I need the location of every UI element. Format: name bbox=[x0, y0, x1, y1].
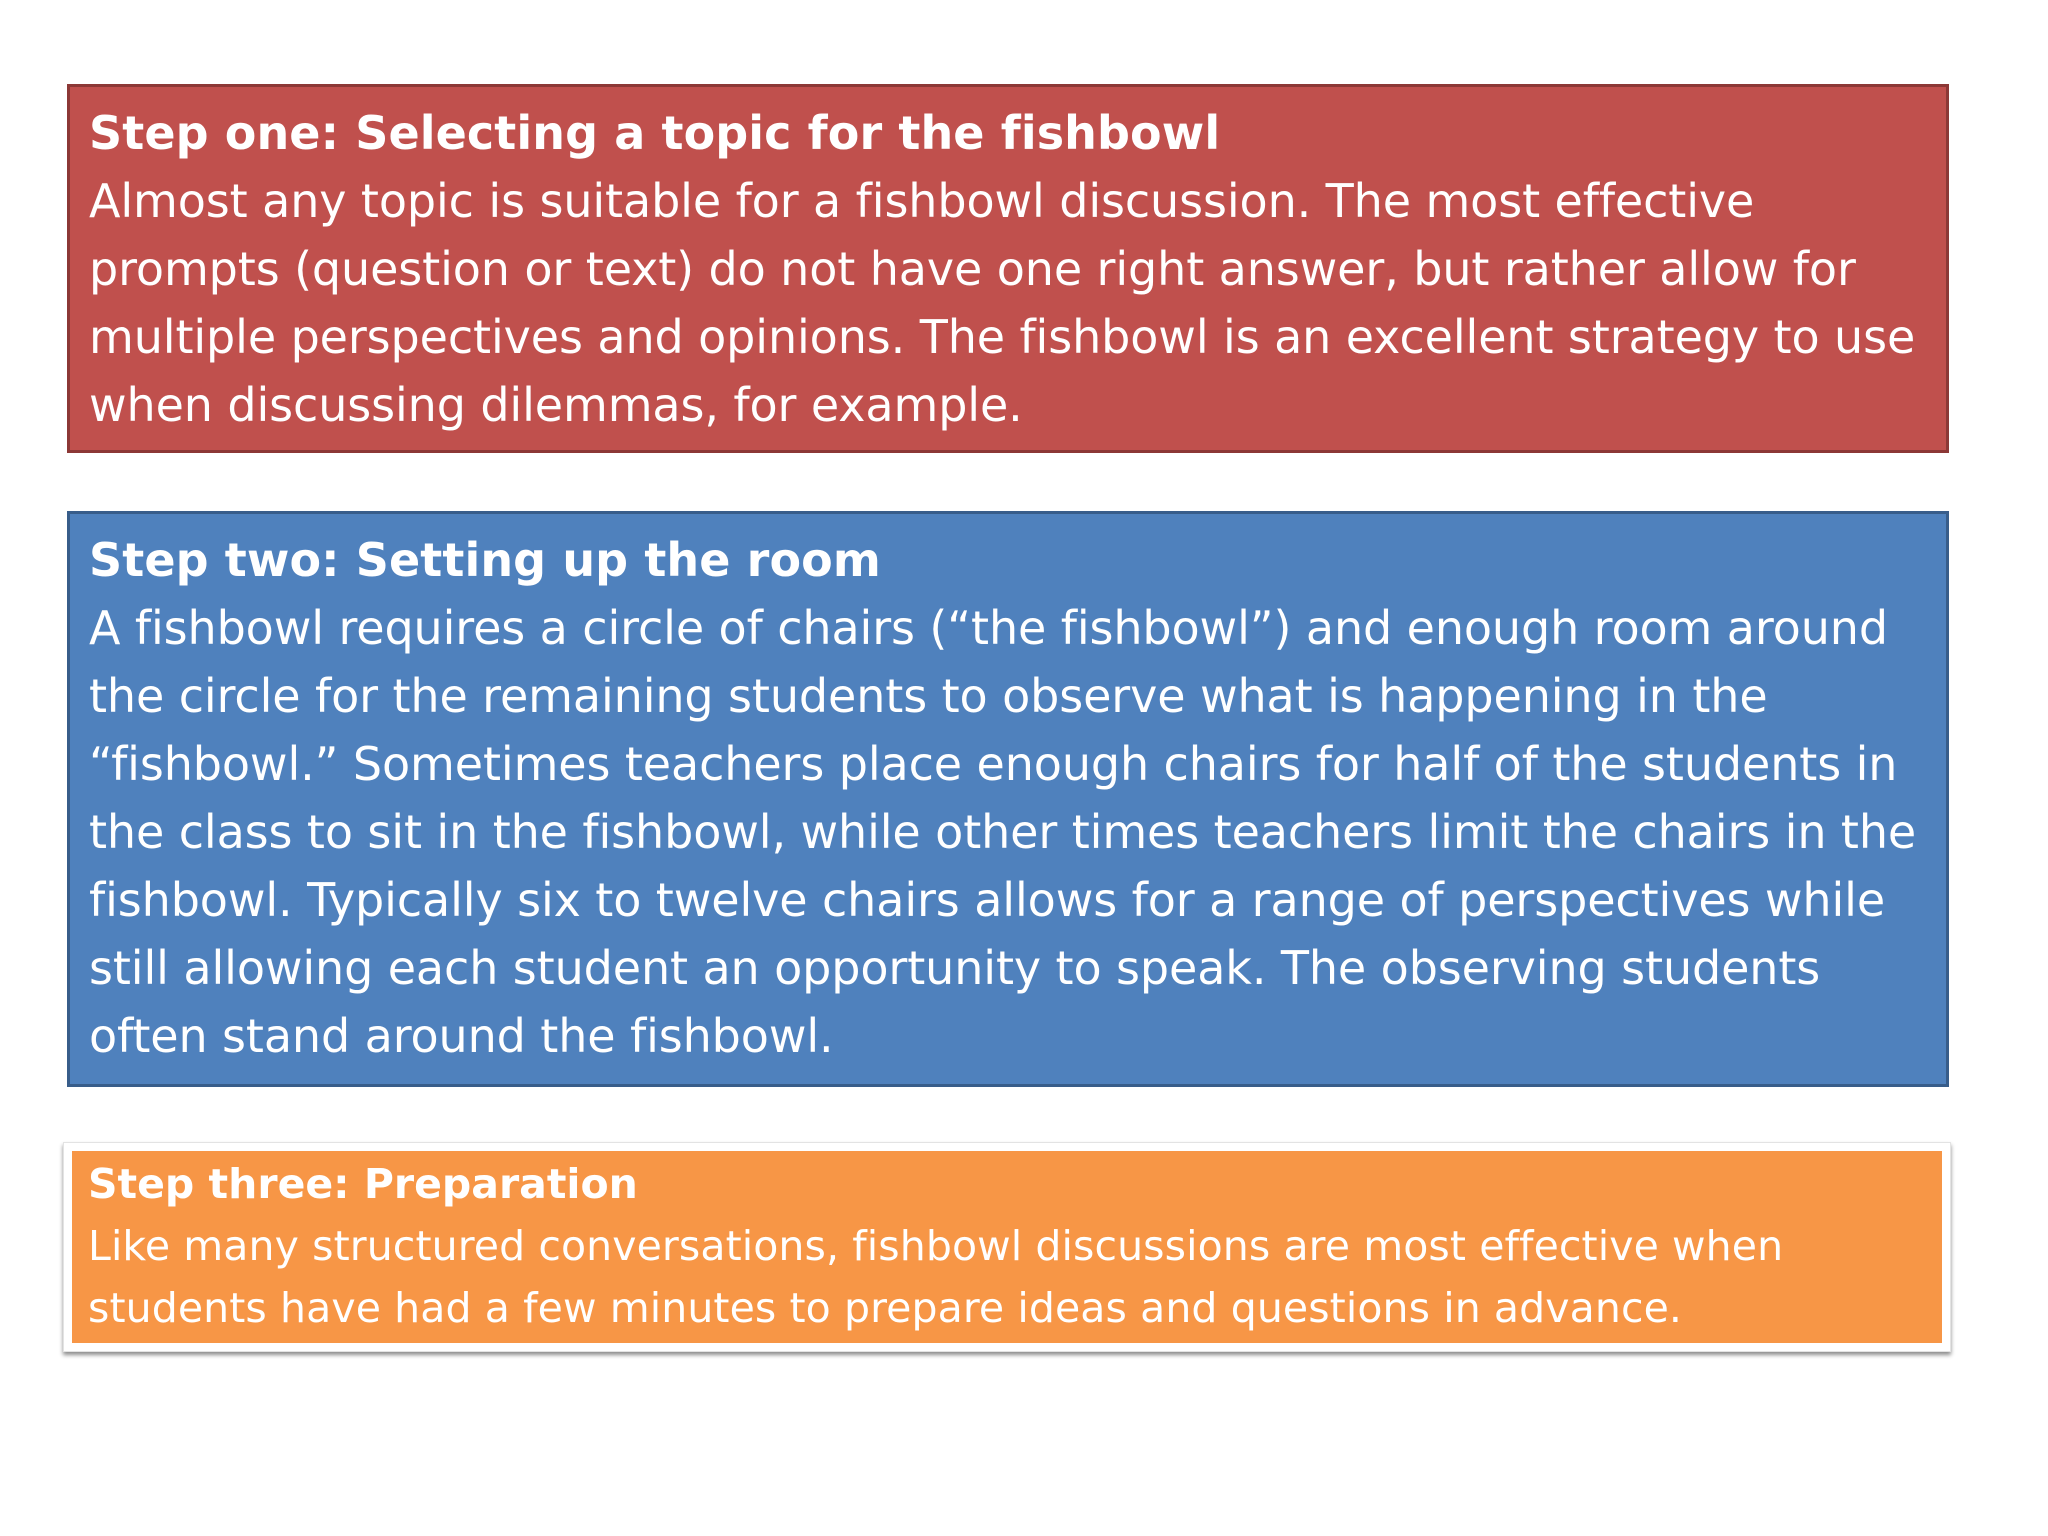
step-two-heading: Step two: Setting up the room bbox=[89, 533, 881, 587]
step-one-heading: Step one: Selecting a topic for the fishbowl bbox=[89, 106, 1221, 160]
step-two-body: A fishbowl requires a circle of chairs (“the fishbowl”) and enough room around the circle for the remaining students to observe what is happening in the “fishbowl.” Sometimes teachers place enough chairs for half of the students in the class to sit in the fishbowl, while other times teachers limit the chairs in the fishbowl. Typically six to twelve chairs allows for a range of perspectives while still allowing each student an opportunity to speak. The observing students often stand around the fishbowl. bbox=[89, 601, 1917, 1063]
step-three-frame bbox=[63, 1142, 1951, 1352]
step-two-box bbox=[67, 511, 1949, 1087]
step-three-box bbox=[72, 1151, 1942, 1343]
step-one-box bbox=[67, 84, 1949, 453]
step-three-heading: Step three: Preparation bbox=[88, 1160, 638, 1208]
step-one-body: Almost any topic is suitable for a fishbowl discussion. The most effective prompts (question or text) do not have one right answer, but rather allow for multiple perspectives and opinions. The fishbowl is an excellent strategy to use when discussing dilemmas, for example. bbox=[89, 174, 1916, 432]
step-three-body: Like many structured conversations, fishbowl discussions are most effective when students have had a few minutes to prepare ideas and questions in advance. bbox=[88, 1222, 1784, 1332]
